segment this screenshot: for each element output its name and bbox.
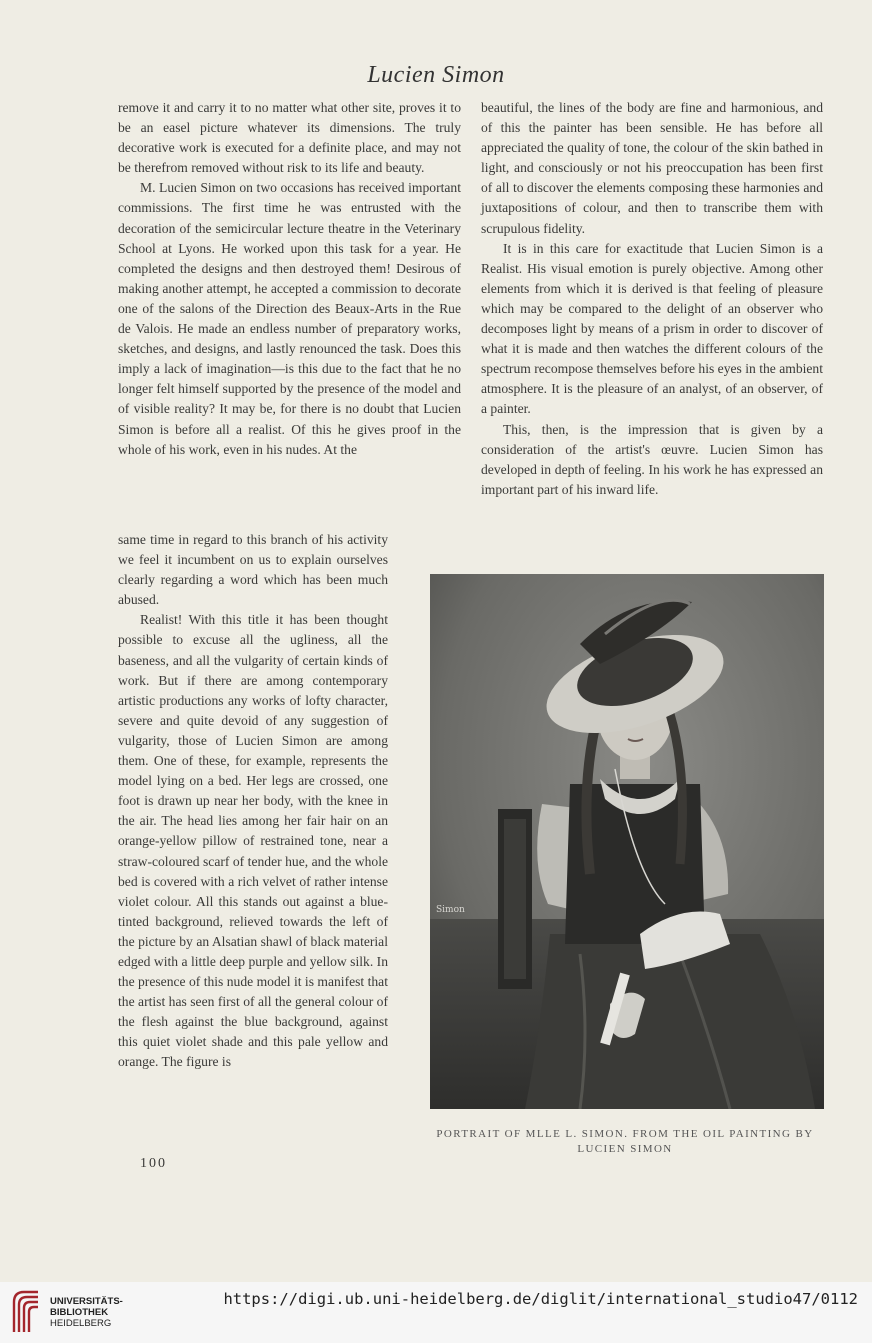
library-name-line: BIBLIOTHEK: [50, 1307, 109, 1318]
caption-line: LUCIEN SIMON: [577, 1143, 673, 1155]
paragraph: same time in regard to this branch of his activity we feel it incumbent on us to explain ourselves clearly regarding a word which has been much abused.: [118, 532, 388, 608]
page-number: 100: [140, 1156, 167, 1171]
plate-caption: [420, 1127, 830, 1157]
left-column-bottom: [118, 530, 388, 1073]
library-name-line: HEIDELBERG: [50, 1318, 112, 1329]
paragraph: beautiful, the lines of the body are fine and harmonious, and of this the painter has been sensible. He has before all appreciated the quality of tone, the colour of the skin bathed in light, and consciously or not his preoccupation has been first of all to discover the elements composing these harmonies and juxtapositions of colour, and then to transcribe them with scrupulous fidelity.: [481, 100, 823, 236]
left-column-top: [118, 98, 461, 460]
running-title: Lucien Simon: [367, 62, 505, 88]
caption-line: PORTRAIT OF MLLE L. SIMON. FROM THE OIL PAINTING BY: [436, 1128, 814, 1140]
paragraph: Realist! With this title it has been thought possible to excuse all the ugliness, all the baseness, and all the vulgarity of certain kinds of work. But if there are among contemporary artistic productions any works of lofty character, severe and quite devoid of any suggestion of vulgarity, those of Lucien Simon are among them. One of these, for example, represents the model lying on a bed. Her legs are crossed, one foot is drawn up near her body, with the knee in the air. The head lies among her fair hair on an orange-yellow pillow of restrained tone, near a straw-coloured scarf of tender hue, and the whole bed is covered with a rich velvet of rather intense violet colour. All this stands out against a blue-tinted background, relieved towards the left of the picture by an Alsatian shawl of black material edged with a little deep purple and yellow silk. In the presence of this nude model it is manifest that the artist has seen first of all the general colour of the flesh against the blue background, against this quiet violet shade and this pale yellow and orange. The figure is: [118, 612, 388, 1070]
portrait-painting-image: [430, 574, 824, 1109]
paragraph: remove it and carry it to no matter what other site, proves it to be an easel picture whatever its dimensions. The truly decorative work is executed for a definite place, and may not be therefrom removed without risk to its life and beauty.: [118, 100, 461, 176]
library-name-line: UNIVERSITÄTS-: [50, 1296, 123, 1307]
paragraph: M. Lucien Simon on two occasions has received important commissions. The first time he was entrusted with the decoration of the semicircular lecture theatre in the Veterinary School at Lyons. He worked upon this task for a year. He completed the designs and then destroyed them! Desirous of making another attempt, he accepted a commission to decorate one of the salons of the Direction des Beaux-Arts in the Rue de Valois. He made an endless number of preparatory works, sketches, and designs, and lastly renounced the task. Does this imply a lack of imagination—is this due to the fact that he no longer felt himself supported by the presence of the model and of visible reality? It may be, for there is no doubt that Lucien Simon is before all a realist. Of this he gives proof in the whole of his work, even in his nudes. At the: [118, 180, 461, 457]
painting-signature: Simon: [436, 905, 465, 915]
paragraph: It is in this care for exactitude that Lucien Simon is a Realist. His visual emotion is purely objective. Among other elements from which it is derived is that feeling of pleasure which may be compared to the delight of an observer who decomposes light by means of a prism in order to discover of what it is made and then watches the different colours of the spectrum recompose themselves before his eyes in the ambient atmosphere. It is the pleasure of an analyst, of an observer, of a painter.: [481, 240, 824, 417]
right-column: [481, 98, 823, 500]
portrait-plate: [430, 574, 824, 1109]
library-name: [50, 1296, 123, 1329]
permalink-url[interactable]: https://digi.ub.uni-heidelberg.de/diglit/international_studio47/0112: [223, 1290, 858, 1308]
university-library-logo-icon: [10, 1288, 42, 1336]
paragraph: This, then, is the impression that is given by a consideration of the artist's œuvre. Lucien Simon has developed in depth of feeling. In his work he has expressed an important part of his inward life.: [481, 421, 823, 497]
